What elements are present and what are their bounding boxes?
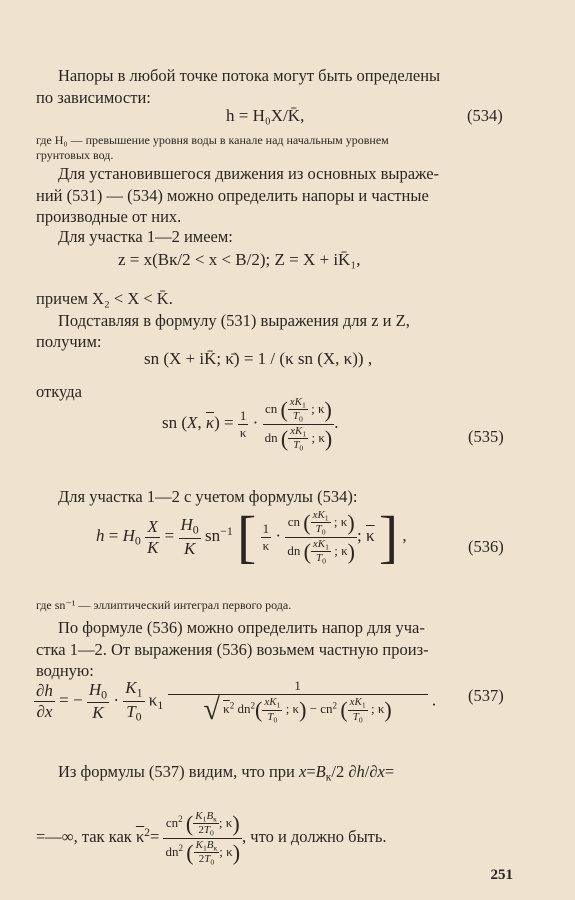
equation-number: (536) (468, 537, 504, 556)
equation-534: h = H₀X/K̄, (226, 106, 305, 125)
equation-z: z = x(Bк/2 < x < B/2); Z = X + iK̄₁, (118, 250, 361, 269)
text-line: по зависимости: (36, 88, 151, 107)
text-segment: Из формулы (537) видим, что при (58, 762, 295, 781)
text-line: Для установившегося движения из основных выраже- (58, 164, 440, 183)
equation-sn: sn (X + iK̄; κ̄) = 1 / (κ sn (X, κ)) , (144, 349, 373, 368)
text-line: стка 1—2. От выражения (536) возьмем частную произ- (36, 640, 429, 659)
text-line: причем X₂ < X < K̄. (36, 289, 173, 308)
equation-537: $\frac{\partial h}{\partial x}$ = − $\frac{H_0}{K}$ · $\frac{K_1}{T_0}$ $\kappa_1$ 1 √ $\kappa^2$ $dn^2$( $\frac{xK_1}{T_0}$ ; $\kappa) - cn^2$ ( $\frac{xK_1}{T_0}$ ; κ) . (36, 678, 437, 726)
footnote-line: где sn⁻¹ — эллиптический интеграл первого рода. (36, 598, 292, 612)
text-line: По формуле (536) можно определить напор для уча- (58, 618, 425, 637)
text-line: =—∞, так как $\overline{\kappa}^2=$ $cn^2$ ( $\frac{K_1B_к}{2T_0}$ ; κ) $dn^2$ ( $\frac{K_1B_к}{2T_0}$ ; κ) , что и должно быть. (36, 810, 387, 867)
text-line: Напоры в любой точке потока могут быть определены (58, 66, 441, 85)
page-number: 251 (490, 867, 513, 883)
equation-number: (534) (467, 106, 503, 125)
equation-535: sn (X, $\overline{\kappa}$) = $\frac{1}{\kappa}$ · cn ( $\frac{xK_1}{T_0}$ ; κ) dn ( $\frac{xK_1}{T_0}$ ; κ) . (162, 396, 339, 453)
footnote-line: грунтовых вод. (36, 148, 114, 162)
text-line: Из формулы (537) видим, что при $x=B_к/2$ ∂h/∂x= (58, 762, 395, 784)
text-segment: =—∞, так как (36, 826, 132, 846)
text-line: Для участка 1—2 имеем: (58, 227, 233, 246)
equation-number: (535) (468, 427, 504, 446)
equation-number: (537) (468, 686, 504, 705)
text-line: откуда (36, 382, 82, 401)
footnote-line: где H₀ — превышение уровня воды в канале над начальным уровнем (36, 133, 389, 147)
text-line: Для участка 1—2 с учетом формулы (534): (58, 487, 358, 506)
text-line: ний (531) — (534) можно определить напоры и частные (36, 186, 429, 205)
text-line: Подставляя в формулу (531) выражения для z и Z, (58, 311, 410, 330)
text-line: получим: (36, 332, 102, 351)
text-line: производные от них. (36, 207, 182, 226)
equation-536: $h = H_0$ $\frac{X}{K}$ = $\frac{H_0}{K}$ $sn^{-1}$ [ $\frac{1}{\kappa}$ · cn ( $\frac{xK_1}{T_0}$ ; κ) dn ( $\frac{xK_1}{T_0}$ ; κ) ; $\overline{\kappa}$ ] , (96, 504, 407, 569)
text-segment: что и должно быть. (250, 826, 387, 846)
text-line: водную: (36, 661, 94, 680)
